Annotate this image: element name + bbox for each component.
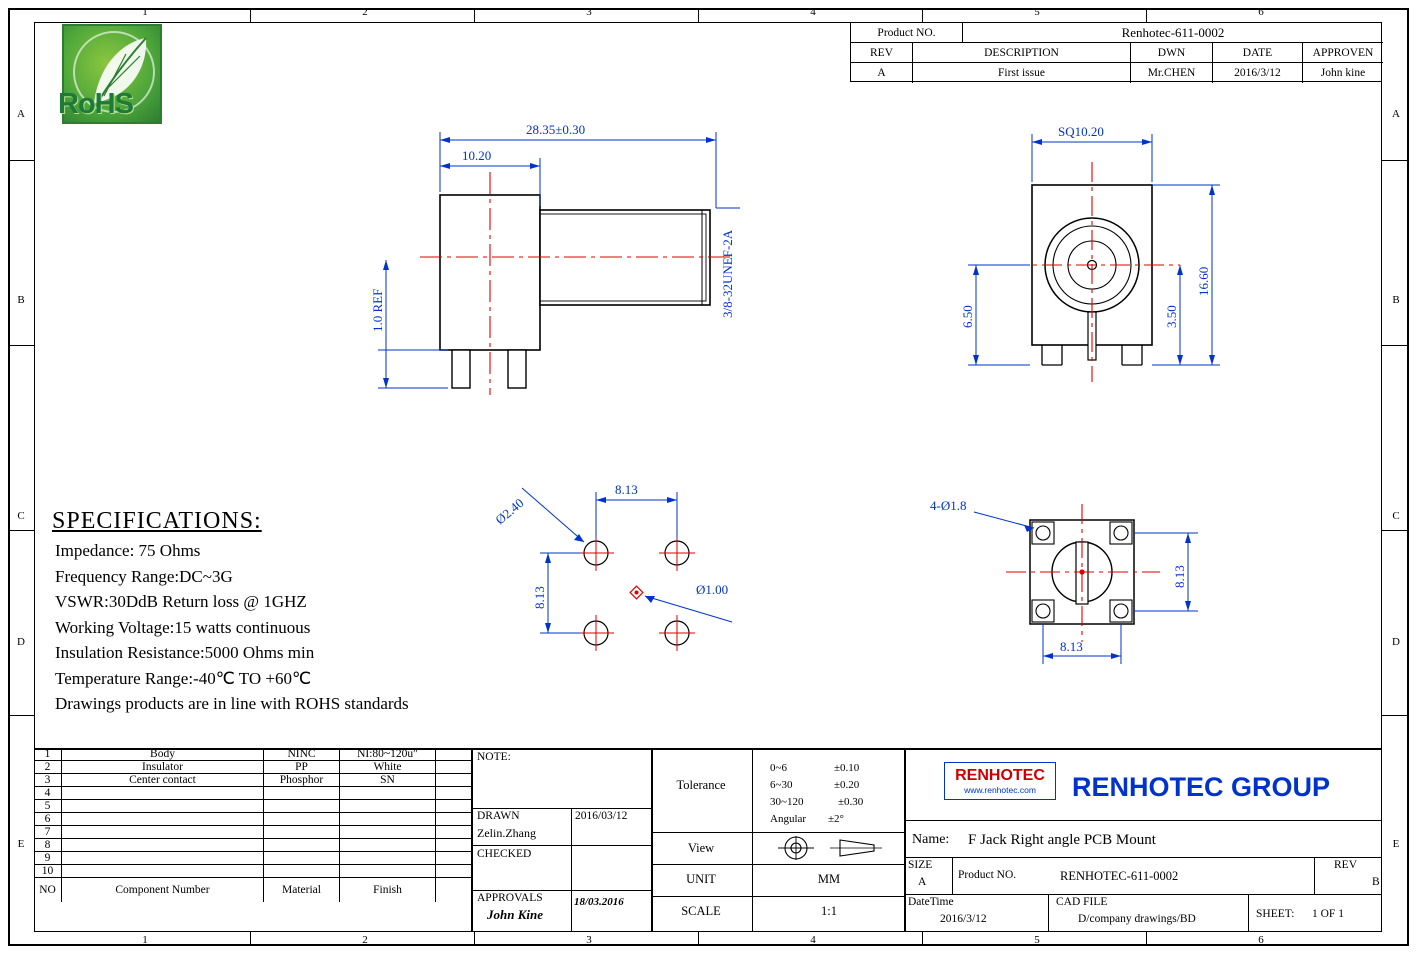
row-no: 10 xyxy=(34,865,62,878)
row-blank xyxy=(436,787,471,800)
row-material xyxy=(264,826,340,839)
zone-tick xyxy=(1382,530,1409,531)
spec-line-temperature: Temperature Range:-40℃ TO +60℃ xyxy=(55,668,312,688)
rev-value: A xyxy=(851,63,913,83)
company-rev-label: REV xyxy=(1334,859,1357,871)
zone-row-c-right: C xyxy=(1392,510,1400,522)
spec-line-voltage: Working Voltage:15 watts continuous xyxy=(55,617,311,637)
row-no: 6 xyxy=(34,813,62,826)
zone-tick xyxy=(8,160,34,161)
zone-row-e-left: E xyxy=(17,838,25,850)
row-component xyxy=(62,800,264,813)
tolerance-label: Tolerance xyxy=(676,777,726,792)
row-blank xyxy=(436,761,471,774)
row-material xyxy=(264,813,340,826)
row-no: 1 xyxy=(34,748,62,761)
zone-row-b-right: B xyxy=(1392,294,1400,306)
zone-tick xyxy=(1146,8,1147,22)
pcb-layout-drawing xyxy=(470,470,790,680)
date-header: DATE xyxy=(1213,43,1303,63)
title-block xyxy=(850,22,1382,82)
row-component: Center contact xyxy=(62,774,264,787)
dim-pcb-center-dia: Ø1.00 xyxy=(696,582,729,597)
company-rev-value: B xyxy=(1372,876,1380,888)
tolerance-value-2: ±0.20 xyxy=(834,779,860,791)
zone-tick xyxy=(8,345,34,346)
zone-row-b-left: B xyxy=(17,294,25,306)
renhotec-logo xyxy=(944,762,1056,800)
sheet-label: SHEET: xyxy=(1256,908,1295,920)
row-finish xyxy=(340,813,436,826)
divider-2 xyxy=(651,748,653,932)
tolerance-range-2: 6~30 xyxy=(770,779,793,791)
zone-col-3-bottom: 3 xyxy=(586,934,592,946)
row-blank xyxy=(436,813,471,826)
tol-divider-2 xyxy=(651,864,904,865)
divider-drawn xyxy=(571,808,572,932)
zone-col-2-bottom: 2 xyxy=(362,934,368,946)
drawn-name: Zelin.Zhang xyxy=(477,826,536,840)
view-label: View xyxy=(687,840,715,855)
renhotec-logo-text: RENHOTEC xyxy=(955,767,1045,784)
tolerance-value-1: ±0.10 xyxy=(834,762,860,774)
dwn-header: DWN xyxy=(1131,43,1213,63)
zone-tick xyxy=(8,530,34,531)
renhotec-logo-url: www.renhotec.com xyxy=(964,785,1036,795)
row-component: Insulator xyxy=(62,761,264,774)
approvals-divider xyxy=(471,890,651,891)
zone-col-5-bottom: 5 xyxy=(1034,934,1040,946)
approvals-label: APPROVALS xyxy=(477,892,543,904)
checked-label: CHECKED xyxy=(477,848,532,860)
divider-view xyxy=(752,832,753,932)
sheet-value: 1 OF 1 xyxy=(1312,908,1344,920)
row-blank xyxy=(436,852,471,865)
dwn-value: Mr.CHEN xyxy=(1131,63,1213,83)
company-divider-3 xyxy=(904,894,1382,895)
tolerance-range-4: Angular xyxy=(770,813,807,825)
company-product-no-label: Product NO. xyxy=(958,869,1017,881)
dim-pcb-pitch-v: 8.13 xyxy=(532,586,547,609)
datetime-label: DateTime xyxy=(908,896,954,908)
dim-side-1660: 16.60 xyxy=(1196,266,1211,296)
row-material xyxy=(264,839,340,852)
row-no: 7 xyxy=(34,826,62,839)
dim-front-body: 10.20 xyxy=(462,148,492,163)
tolerance-range-3: 30~120 xyxy=(770,796,804,808)
dim-mount-pitch-h: 8.13 xyxy=(1060,639,1083,654)
company-divider-sheet xyxy=(1248,894,1249,932)
dim-mount-holes: 4-Ø1.8 xyxy=(930,498,967,513)
row-material xyxy=(264,865,340,878)
footer-no: NO xyxy=(34,878,62,902)
footer-material: Material xyxy=(264,878,340,902)
zone-row-a-left: A xyxy=(17,108,25,120)
company-divider-2 xyxy=(904,857,1382,858)
zone-tick xyxy=(1146,932,1147,946)
approvals-date: 18/03.2016 xyxy=(574,896,624,908)
size-value: A xyxy=(918,876,927,888)
tol-divider-1 xyxy=(651,832,904,833)
name-label: Name: xyxy=(912,832,950,847)
row-blank xyxy=(436,800,471,813)
row-component xyxy=(62,787,264,800)
footer-blank xyxy=(436,878,471,902)
row-finish xyxy=(340,787,436,800)
row-finish: SN xyxy=(340,774,436,787)
divider-1 xyxy=(471,748,473,932)
row-component: Body xyxy=(62,748,264,761)
description-header: DESCRIPTION xyxy=(913,43,1131,63)
zone-row-e-right: E xyxy=(1392,838,1400,850)
scale-value: 1:1 xyxy=(821,903,837,918)
row-component xyxy=(62,839,264,852)
zone-col-4-bottom: 4 xyxy=(810,934,816,946)
divider-tol xyxy=(752,748,753,832)
description-value: First issue xyxy=(913,63,1131,83)
zone-tick xyxy=(1382,715,1409,716)
zone-row-d-right: D xyxy=(1392,636,1400,648)
row-no: 5 xyxy=(34,800,62,813)
company-divider-cad xyxy=(1048,894,1049,932)
dim-side-sq: SQ10.20 xyxy=(1058,124,1104,139)
scale-label: SCALE xyxy=(681,903,721,918)
specifications-title: SPECIFICATIONS: xyxy=(52,508,262,534)
row-finish xyxy=(340,852,436,865)
size-label: SIZE xyxy=(908,859,933,871)
zone-tick xyxy=(250,8,251,22)
specifications-list xyxy=(55,538,409,717)
footer-component: Component Number xyxy=(62,878,264,902)
company-divider-size xyxy=(952,857,953,894)
dim-mount-pitch-v: 8.13 xyxy=(1172,565,1187,588)
spec-line-vswr: VSWR:30DdB Return loss @ 1GHZ xyxy=(55,592,307,611)
tol-divider-3 xyxy=(651,896,904,897)
dim-front-overall: 28.35±0.30 xyxy=(526,122,586,137)
row-material: Phosphor xyxy=(264,774,340,787)
zone-col-4-top: 4 xyxy=(810,6,816,18)
cad-file-label: CAD FILE xyxy=(1056,896,1108,908)
row-material xyxy=(264,800,340,813)
date-value: 2016/3/12 xyxy=(1213,63,1303,83)
row-finish: NI:80~120u″ xyxy=(340,748,436,761)
company-group-name: RENHOTEC GROUP xyxy=(1072,772,1331,802)
zone-tick xyxy=(922,932,923,946)
zone-col-6-bottom: 6 xyxy=(1258,934,1264,946)
row-no: 2 xyxy=(34,761,62,774)
approven-value: John kine xyxy=(1320,67,1366,79)
row-no: 3 xyxy=(34,774,62,787)
footer-finish: Finish xyxy=(340,878,436,902)
spec-line-frequency: Frequency Range:DC~3G xyxy=(55,566,233,586)
tolerance-value-4: ±2° xyxy=(828,813,844,825)
spec-line-rohs: Drawings products are in line with ROHS standards xyxy=(55,694,409,713)
product-no-value: Renhotec-611-0002 xyxy=(963,23,1383,43)
datetime-value: 2016/3/12 xyxy=(940,913,987,925)
zone-col-3-top: 3 xyxy=(586,6,592,18)
component-table xyxy=(34,748,471,932)
front-view-drawing xyxy=(330,110,770,400)
row-no: 8 xyxy=(34,839,62,852)
row-material: PP xyxy=(264,761,340,774)
cad-file-value: D/company drawings/BD xyxy=(1078,913,1196,925)
zone-col-6-top: 6 xyxy=(1258,6,1264,18)
zone-col-1-top: 1 xyxy=(142,6,148,18)
tolerance-range-1: 0~6 xyxy=(770,762,787,774)
zone-col-1-bottom: 1 xyxy=(142,934,148,946)
row-finish xyxy=(340,826,436,839)
unit-label: UNIT xyxy=(686,871,716,886)
zone-row-a-right: A xyxy=(1392,108,1400,120)
row-no: 4 xyxy=(34,787,62,800)
row-finish xyxy=(340,839,436,852)
zone-tick xyxy=(474,8,475,22)
row-component xyxy=(62,865,264,878)
zone-col-5-top: 5 xyxy=(1034,6,1040,18)
approvals-signature: John Kine xyxy=(487,907,543,922)
projection-symbol-icon xyxy=(770,834,900,862)
note-divider xyxy=(471,808,651,809)
zone-tick xyxy=(698,8,699,22)
approven-header: APPROVEN xyxy=(1303,43,1383,63)
zone-tick xyxy=(8,715,34,716)
row-finish xyxy=(340,865,436,878)
zone-tick xyxy=(698,932,699,946)
dim-front-ref: 1.0 REF xyxy=(370,288,385,332)
spec-line-insulation: Insulation Resistance:5000 Ohms min xyxy=(55,643,315,662)
divider-3 xyxy=(904,748,906,932)
dim-pcb-hole-dia: Ø2.40 xyxy=(492,495,527,528)
drawn-date: 2016/03/12 xyxy=(575,810,628,822)
note-label: NOTE: xyxy=(477,751,511,763)
company-divider-1 xyxy=(904,820,1382,821)
zone-tick xyxy=(922,8,923,22)
row-blank xyxy=(436,865,471,878)
checked-divider xyxy=(471,845,651,846)
mounting-footprint-drawing xyxy=(930,490,1260,680)
dim-side-350: 3.50 xyxy=(1164,305,1179,328)
zone-row-d-left: D xyxy=(17,636,25,648)
dim-thread-spec: 3/8-32UNEF-2A xyxy=(720,229,735,318)
company-product-no-value: RENHOTEC-611-0002 xyxy=(1060,869,1179,883)
product-no-label: Product NO. xyxy=(851,23,963,43)
company-divider-rev xyxy=(1314,857,1315,894)
zone-tick xyxy=(1382,345,1409,346)
row-blank xyxy=(436,774,471,787)
row-finish xyxy=(340,800,436,813)
zone-col-2-top: 2 xyxy=(362,6,368,18)
drawn-label: DRAWN xyxy=(477,810,520,822)
tolerance-value-3: ±0.30 xyxy=(838,796,864,808)
zone-tick xyxy=(1382,160,1409,161)
row-component xyxy=(62,826,264,839)
row-blank xyxy=(436,748,471,761)
zone-tick xyxy=(250,932,251,946)
unit-value: MM xyxy=(817,871,841,886)
spec-line-impedance: Impedance: 75 Ohms xyxy=(55,541,201,560)
row-material xyxy=(264,852,340,865)
row-component xyxy=(62,813,264,826)
row-no: 9 xyxy=(34,852,62,865)
dim-pcb-pitch-h: 8.13 xyxy=(615,482,638,497)
row-material xyxy=(264,787,340,800)
row-blank xyxy=(436,839,471,852)
row-finish: White xyxy=(340,761,436,774)
rev-header: REV xyxy=(851,43,913,63)
zone-row-c-left: C xyxy=(17,510,25,522)
side-view-drawing xyxy=(930,120,1250,395)
row-blank xyxy=(436,826,471,839)
zone-tick xyxy=(474,932,475,946)
rohs-logo-text: RoHS xyxy=(58,88,133,120)
name-value: F Jack Right angle PCB Mount xyxy=(968,832,1156,848)
row-material: NINC xyxy=(264,748,340,761)
row-component xyxy=(62,852,264,865)
dim-side-650: 6.50 xyxy=(960,305,975,328)
